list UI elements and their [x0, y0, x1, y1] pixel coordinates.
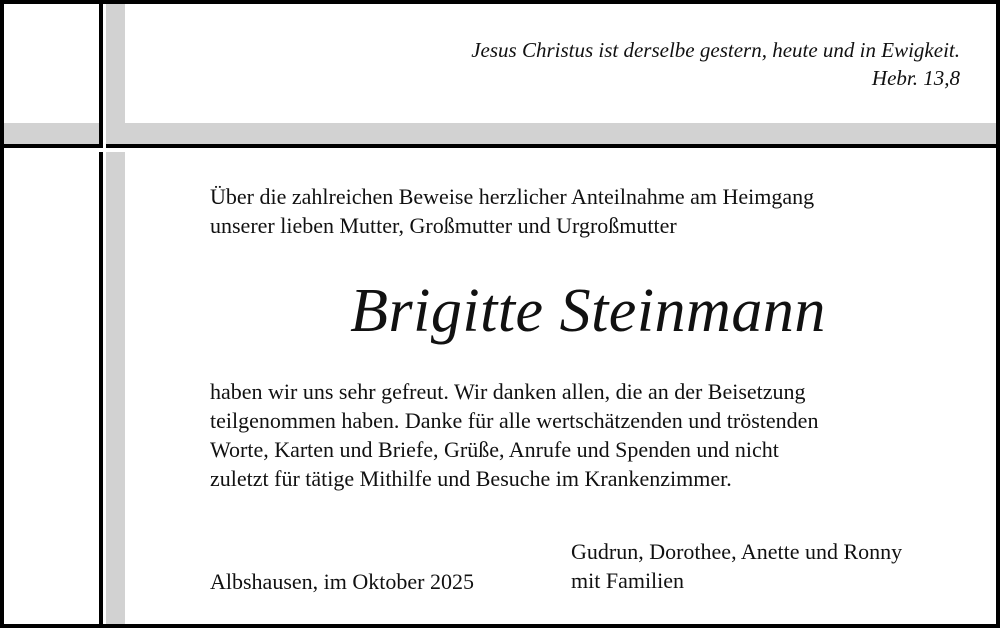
- deceased-name: Brigitte Steinmann: [350, 277, 826, 345]
- intro-line: unserer lieben Mutter, Großmutter und Urgroßmutter: [210, 213, 677, 238]
- cross-center: [99, 144, 103, 148]
- intro-paragraph: [210, 182, 966, 240]
- signature-line: mit Familien: [571, 568, 685, 593]
- thanks-line: haben wir uns sehr gefreut. Wir danken allen, die an der Beisetzung: [210, 379, 806, 404]
- cross-grey-vertical-bar: [104, 4, 125, 628]
- signature: [571, 537, 902, 595]
- thanks-paragraph: [210, 377, 966, 493]
- intro-line: Über die zahlreichen Beweise herzlicher Anteilnahme am Heimgang: [210, 184, 815, 209]
- cross-white-vertical-gap: [103, 4, 106, 628]
- thanks-line: Worte, Karten und Briefe, Grüße, Anrufe und Spenden und nicht: [210, 437, 779, 462]
- cross-grey-horizontal-bar: [4, 123, 1000, 144]
- bible-verse: [471, 36, 960, 92]
- verse-reference: Hebr. 13,8: [871, 66, 960, 90]
- verse-text: Jesus Christus ist derselbe gestern, heute und in Ewigkeit.: [471, 38, 960, 62]
- thanks-line: zuletzt für tätige Mithilfe und Besuche im Krankenzimmer.: [210, 466, 732, 491]
- cross-white-horizontal-gap: [4, 148, 1000, 152]
- thanks-line: teilgenommen haben. Danke für alle wertschätzenden und tröstenden: [210, 408, 819, 433]
- place-date: Albshausen, im Oktober 2025: [210, 569, 474, 594]
- signature-line: Gudrun, Dorothee, Anette und Ronny: [571, 539, 903, 564]
